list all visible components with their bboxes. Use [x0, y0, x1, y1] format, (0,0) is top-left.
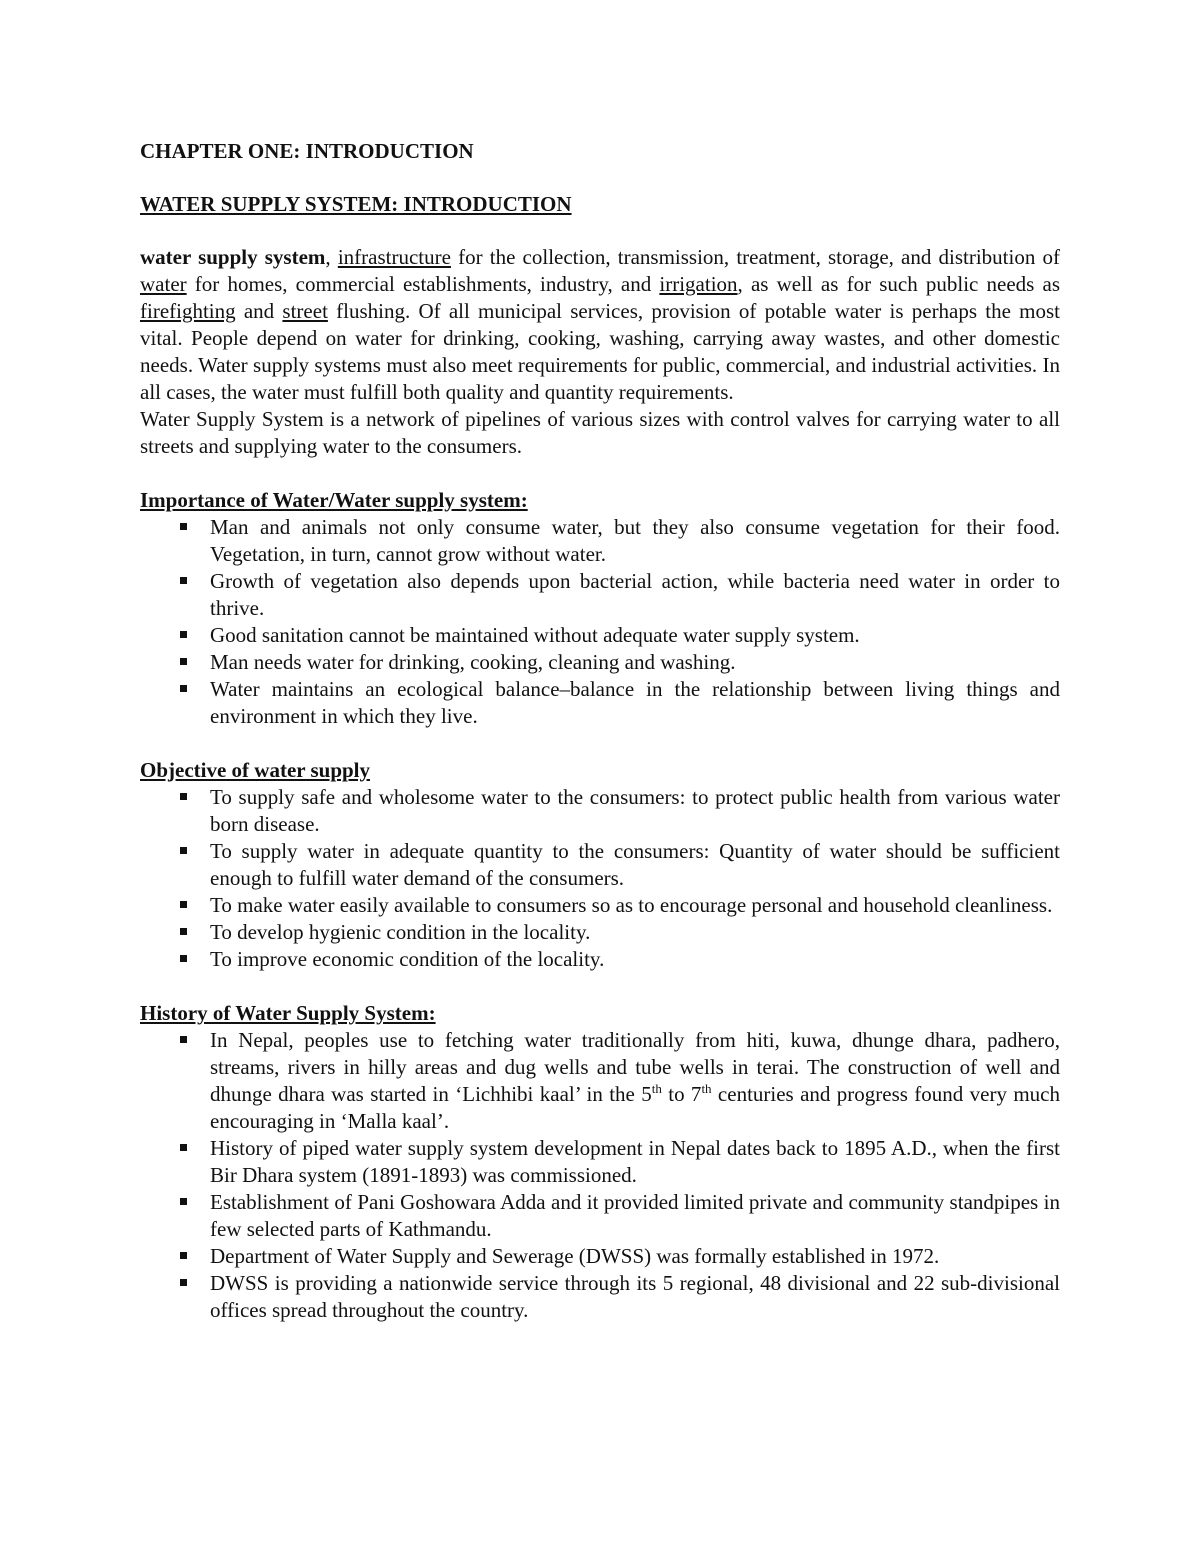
list-item — [140, 1243, 1060, 1270]
list-item — [140, 649, 1060, 676]
importance-heading: Importance of Water/Water supply system: — [140, 488, 528, 512]
bullet-icon — [180, 847, 187, 854]
bullet-icon — [180, 928, 187, 935]
list-item — [140, 514, 1060, 568]
bullet-icon — [180, 793, 187, 800]
list-item-text: Good sanitation cannot be maintained without adequate water supply system. — [210, 623, 860, 647]
list-item-text: Man needs water for drinking, cooking, cleaning and washing. — [210, 650, 736, 674]
list-item — [140, 1135, 1060, 1189]
list-item-text: Establishment of Pani Goshowara Adda and it provided limited private and community standpipes in few selected parts of Kathmandu. — [210, 1190, 1060, 1241]
objective-list — [140, 784, 1060, 973]
document-page — [140, 138, 1060, 1324]
list-item — [140, 1270, 1060, 1324]
bullet-icon — [180, 631, 187, 638]
history-list — [140, 1027, 1060, 1324]
intro-term: water supply system — [140, 245, 326, 269]
list-item-text: To supply water in adequate quantity to the consumers: Quantity of water should be sufficient enough to fulfill water demand of the consumers. — [210, 839, 1060, 890]
list-item-text: To develop hygienic condition in the locality. — [210, 920, 591, 944]
list-item-text: To supply safe and wholesome water to the consumers: to protect public health from various water born disease. — [210, 785, 1060, 836]
intro-paragraph — [140, 244, 1060, 406]
intro-text-5: flushing. Of all municipal services, provision of potable water is perhaps the most vital. People depend on water for drinking, cooking, washing, carrying away wastes, and other domestic needs. Water supply systems must also meet requirements for public, commercial, and industrial activities. In all cases, the water must fulfill both quality and quantity requirements. — [140, 299, 1060, 404]
bullet-icon — [180, 1036, 187, 1043]
bullet-icon — [180, 1252, 187, 1259]
list-item — [140, 1189, 1060, 1243]
superscript: th — [701, 1081, 712, 1096]
bullet-icon — [180, 901, 187, 908]
list-item — [140, 838, 1060, 892]
list-item — [140, 919, 1060, 946]
link-street[interactable]: street — [282, 299, 328, 323]
history-item1-b: to 7 — [661, 1082, 702, 1106]
link-infrastructure[interactable]: infrastructure — [337, 245, 451, 269]
list-item-text: To improve economic condition of the locality. — [210, 947, 605, 971]
list-item — [140, 622, 1060, 649]
intro-text-1: for the collection, transmission, treatment, storage, and distribution of — [450, 245, 1060, 269]
superscript: th — [651, 1081, 662, 1096]
list-item — [140, 568, 1060, 622]
link-irrigation[interactable]: irrigation — [659, 272, 738, 296]
list-item-text: Growth of vegetation also depends upon bacterial action, while bacteria need water in order to thrive. — [210, 569, 1060, 620]
bullet-icon — [180, 577, 187, 584]
list-item — [140, 892, 1060, 919]
definition-paragraph: Water Supply System is a network of pipelines of various sizes with control valves for carrying water to all streets and supplying water to the consumers. — [140, 407, 1060, 458]
chapter-title: CHAPTER ONE: INTRODUCTION — [140, 139, 474, 163]
list-item — [140, 676, 1060, 730]
list-item-text: History of piped water supply system development in Nepal dates back to 1895 A.D., when the first Bir Dhara system (1891-1893) was commissioned. — [210, 1136, 1060, 1187]
importance-list — [140, 514, 1060, 730]
intro-comma: , — [325, 245, 331, 269]
list-item-text: Water maintains an ecological balance–balance in the relationship between living things and environment in which they live. — [210, 677, 1060, 728]
history-heading: History of Water Supply System: — [140, 1001, 436, 1025]
bullet-icon — [180, 523, 187, 530]
list-item-text: Man and animals not only consume water, but they also consume vegetation for their food. Vegetation, in turn, cannot grow without water. — [210, 515, 1060, 566]
bullet-icon — [180, 685, 187, 692]
list-item — [140, 1027, 1060, 1135]
list-item-text: Department of Water Supply and Sewerage (DWSS) was formally established in 1972. — [210, 1244, 940, 1268]
bullet-icon — [180, 1279, 187, 1286]
bullet-icon — [180, 658, 187, 665]
bullet-icon — [180, 1198, 187, 1205]
intro-text-2: for homes, commercial establishments, industry, and — [186, 272, 660, 296]
list-item-text: DWSS is providing a nationwide service through its 5 regional, 48 divisional and 22 sub-divisional offices spread throughout the country. — [210, 1271, 1060, 1322]
list-item — [140, 784, 1060, 838]
history-item1-c: centuries and progress found very much encouraging in ‘Malla kaal’. — [210, 1082, 1060, 1133]
link-firefighting[interactable]: firefighting — [140, 299, 236, 323]
intro-text-4: and — [235, 299, 283, 323]
intro-text-3: , as well as for such public needs as — [737, 272, 1060, 296]
list-item-text: To make water easily available to consumers so as to encourage personal and household cleanliness. — [210, 893, 1053, 917]
history-item1-a: In Nepal, peoples use to fetching water traditionally from hiti, kuwa, dhunge dhara, padhero, streams, rivers in hilly areas and dug wells and tube wells in terai. The construction of well and dhunge dhara was started in ‘Lichhibi kaal’ in the 5 — [210, 1028, 1060, 1106]
bullet-icon — [180, 1144, 187, 1151]
section-title: WATER SUPPLY SYSTEM: INTRODUCTION — [140, 192, 572, 216]
objective-heading: Objective of water supply — [140, 758, 371, 782]
list-item — [140, 946, 1060, 973]
bullet-icon — [180, 955, 187, 962]
link-water[interactable]: water — [140, 272, 187, 296]
